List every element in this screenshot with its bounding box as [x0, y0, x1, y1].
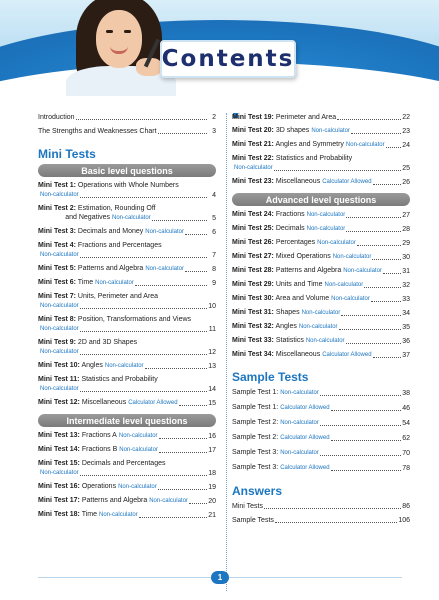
entry-page: 54: [402, 420, 410, 427]
entry-label: Sample Tests: [232, 517, 274, 524]
entry-tag: Non-calculator: [99, 512, 138, 518]
entry-page: 29: [402, 240, 410, 247]
entry-second-line: [38, 190, 216, 200]
entry-tag: Non-calculator: [317, 240, 356, 246]
dot-leader: [152, 220, 207, 221]
page-title: Contents: [161, 46, 295, 72]
toc-entry[interactable]: [232, 177, 410, 187]
dot-leader: [179, 405, 207, 406]
entry-title-line: Mini Test 9: 2D and 3D Shapes: [38, 339, 138, 346]
entry-page: 12: [208, 349, 216, 356]
toc-entry[interactable]: [232, 224, 410, 234]
entry-tag: Non-calculator: [234, 165, 273, 171]
entry-label: Mini Test 5: Patterns and Algebra Non-calculator: [38, 265, 184, 272]
entry-label: Mini Test 3: Decimals and Money Non-calculator: [38, 228, 184, 235]
dot-leader: [346, 231, 401, 232]
entry-page: 7: [212, 252, 216, 259]
entry-title-line: Mini Test 8: Position, Transformations and Views: [38, 316, 192, 323]
entry-page: 9: [212, 280, 216, 287]
dot-leader: [80, 475, 207, 476]
entry-title-line: Mini Test 2: Estimation, Rounding Off: [38, 205, 156, 212]
entry-label: Mini Test 19: Perimeter and Area: [232, 114, 337, 121]
entry-tag: Non-calculator: [306, 226, 346, 232]
entry-tag: Calculator Allowed: [128, 400, 178, 406]
dot-leader: [320, 455, 401, 456]
entry-tag: Non-calculator: [306, 212, 346, 218]
toc-entry[interactable]: [232, 336, 410, 346]
toc-entry[interactable]: [232, 350, 410, 360]
entry-label: Mini Test 16: Operations Non-calculator: [38, 483, 157, 490]
entry-title-line: Mini Test 1: Operations with Whole Numbers: [38, 182, 179, 189]
entry-label: Mini Test 25: Decimals Non-calculator: [232, 225, 346, 232]
dot-leader: [135, 285, 207, 286]
entry-page: 27: [402, 212, 410, 219]
entry-second-line: [38, 347, 216, 357]
toc-entry[interactable]: [38, 496, 216, 506]
entry-page: 8: [212, 266, 216, 273]
entry-second-line: [232, 163, 410, 173]
entry-label: Mini Test 21: Angles and Symmetry Non-calculator: [232, 141, 385, 148]
entry-tag: Calculator Allowed: [280, 405, 330, 411]
dot-leader: [80, 197, 207, 198]
header-banner: [0, 0, 439, 100]
entry-tag: Non-calculator: [149, 498, 188, 504]
entry-page: 23: [402, 128, 410, 135]
entry-title-line: Mini Test 11: Statistics and Probability: [38, 376, 158, 383]
entry-page: 5: [212, 215, 216, 222]
entry-label: Sample Test 2: Calculator Allowed: [232, 434, 330, 441]
entry-page: 18: [208, 470, 216, 477]
entry-label: Mini Test 26: Percentages Non-calculator: [232, 239, 356, 246]
dot-leader: [331, 440, 401, 441]
dot-leader: [320, 425, 401, 426]
entry-second-line: [38, 301, 216, 311]
entry-page: 25: [402, 165, 410, 172]
toc-entry[interactable]: [38, 338, 216, 357]
dot-leader: [337, 119, 401, 120]
dot-leader: [185, 271, 207, 272]
toc-entry[interactable]: [38, 459, 216, 478]
dot-leader: [351, 133, 401, 134]
entry-tag: Non-calculator: [40, 386, 79, 392]
dot-leader: [158, 133, 207, 134]
dot-leader: [274, 170, 401, 171]
toc-entry[interactable]: [38, 204, 216, 223]
entry-page: 38: [402, 390, 410, 397]
entry-label: Mini Test 14: Fractions B Non-calculator: [38, 446, 158, 453]
toc-entry[interactable]: [38, 482, 216, 492]
entry-tag: Non-calculator: [40, 349, 79, 355]
entry-label: Mini Test 28: Patterns and Algebra Non-calculator: [232, 267, 382, 274]
dot-leader: [331, 470, 401, 471]
toc-entry[interactable]: [38, 113, 216, 122]
dot-leader: [357, 245, 401, 246]
entry-tag: Non-calculator: [118, 484, 157, 490]
entry-title-line: Mini Test 7: Units, Perimeter and Area: [38, 293, 159, 300]
entry-tag: Calculator Allowed: [280, 465, 330, 471]
entry-tag: Non-calculator: [40, 252, 79, 258]
entry-page: 10: [208, 303, 216, 310]
entry-page: 17: [208, 447, 216, 454]
entry-page: 78: [402, 465, 410, 472]
entry-label: Mini Test 10: Angles Non-calculator: [38, 362, 144, 369]
entry-label: [38, 347, 79, 357]
toc-entry[interactable]: [232, 210, 410, 220]
toc-entry[interactable]: [232, 418, 410, 428]
entry-page: 31: [402, 268, 410, 275]
entry-page: 35: [402, 324, 410, 331]
entry-tag: Non-calculator: [324, 282, 364, 288]
toc-entry[interactable]: [38, 398, 216, 408]
entry-tag: Non-calculator: [280, 390, 319, 396]
entry-page: 26: [402, 179, 410, 186]
toc-entry[interactable]: [232, 252, 410, 262]
entry-tag: Non-calculator: [345, 142, 385, 148]
dot-leader: [371, 301, 401, 302]
toc-entry[interactable]: [38, 227, 216, 237]
entry-page: 20: [208, 498, 216, 505]
dot-leader: [264, 508, 401, 509]
entry-label: Mini Tests: [232, 503, 263, 510]
page-number: 1: [211, 571, 229, 584]
entry-label: [38, 190, 79, 200]
entry-tag: Non-calculator: [119, 447, 158, 453]
entry-page: 4: [212, 192, 216, 199]
entry-label: Mini Test 31: Shapes Non-calculator: [232, 309, 341, 316]
entry-page: 106: [398, 517, 410, 524]
toc-entry[interactable]: [38, 127, 216, 136]
entry-label: Mini Test 13: Fractions A Non-calculator: [38, 432, 158, 439]
toc-entry[interactable]: [232, 280, 410, 290]
entry-label: Mini Test 17: Patterns and Algebra Non-calculator: [38, 497, 188, 504]
column-divider: [226, 113, 227, 591]
entry-tag: Calculator Allowed: [280, 435, 330, 441]
entry-page: 24: [402, 142, 410, 149]
toc-entry[interactable]: [232, 322, 410, 332]
dot-leader: [80, 331, 207, 332]
toc-entry[interactable]: [232, 266, 410, 276]
entry-label: Sample Test 1: Calculator Allowed: [232, 404, 330, 411]
entry-page: 30: [402, 254, 410, 261]
entry-page: 2: [212, 114, 216, 121]
toc-entry[interactable]: [38, 241, 216, 260]
dot-leader: [346, 217, 401, 218]
dot-leader: [373, 184, 401, 185]
dot-leader: [189, 503, 207, 504]
dot-leader: [339, 329, 401, 330]
entry-label: Mini Test 27: Mixed Operations Non-calculator: [232, 253, 372, 260]
toc-entry[interactable]: [232, 502, 410, 511]
toc-entry[interactable]: [38, 431, 216, 441]
entry-tag: Non-calculator: [280, 420, 319, 426]
entry-second-line: [38, 384, 216, 394]
entry-page: 16: [208, 433, 216, 440]
entry-label: [38, 384, 79, 394]
dot-leader: [159, 438, 207, 439]
entry-second-line: [38, 213, 216, 223]
entry-tag: Non-calculator: [40, 303, 79, 309]
entry-title-line: Mini Test 15: Decimals and Percentages: [38, 460, 166, 467]
dot-leader: [341, 315, 401, 316]
entry-label: [38, 301, 79, 311]
toc-entry[interactable]: [232, 113, 410, 122]
entry-tag: Non-calculator: [305, 338, 345, 344]
toc-entry[interactable]: [38, 361, 216, 371]
entry-page: 21: [208, 512, 216, 519]
entry-tag: Non-calculator: [332, 254, 372, 260]
dot-leader: [80, 391, 207, 392]
entry-tag: Non-calculator: [343, 268, 382, 274]
toc-entry[interactable]: [38, 315, 216, 334]
title-box: [160, 40, 296, 78]
entry-page: 11: [208, 326, 216, 333]
sample-tests-heading: Sample Tests: [232, 370, 309, 384]
entry-tag: Non-calculator: [301, 310, 341, 316]
toc-entry[interactable]: [232, 308, 410, 318]
answers-heading: Answers: [232, 484, 283, 498]
entry-page: 37: [402, 352, 410, 359]
toc-entry[interactable]: [38, 375, 216, 394]
entry-tag: Non-calculator: [118, 433, 158, 439]
entry-label: [38, 468, 79, 478]
entry-label: [232, 163, 273, 173]
entry-page: 86: [402, 503, 410, 510]
intermediate-level-bar: Intermediate level questions: [38, 414, 216, 427]
toc-entry[interactable]: [232, 294, 410, 304]
basic-level-bar: Basic level questions: [38, 164, 216, 177]
toc-entry[interactable]: [38, 181, 216, 200]
entry-tag: Non-calculator: [331, 296, 370, 302]
dot-leader: [158, 489, 207, 490]
dot-leader: [80, 308, 207, 309]
dot-leader: [373, 357, 401, 358]
toc-entry[interactable]: [232, 126, 410, 136]
entry-tag: Non-calculator: [40, 470, 79, 476]
entry-label: Sample Test 2: Non-calculator: [232, 419, 319, 426]
entry-page: 14: [208, 386, 216, 393]
dot-leader: [76, 119, 207, 120]
entry-page: 32: [402, 282, 410, 289]
entry-tag: Non-calculator: [280, 450, 319, 456]
entry-tag: Non-calculator: [311, 128, 350, 134]
entry-tag: Non-calculator: [145, 266, 184, 272]
entry-label: and Negatives Non-calculator: [38, 214, 151, 221]
entry-label: Mini Test 20: 3D shapes Non-calculator: [232, 127, 350, 134]
entry-second-line: [38, 468, 216, 478]
entry-page: 33: [402, 296, 410, 303]
toc-entry[interactable]: [38, 278, 216, 288]
entry-page: 62: [402, 435, 410, 442]
entry-page: 28: [402, 226, 410, 233]
toc-entry[interactable]: [232, 140, 410, 150]
dot-leader: [331, 410, 401, 411]
right-column: [232, 113, 410, 530]
entry-title-line: Mini Test 22: Statistics and Probability: [232, 155, 353, 162]
entry-page: 6: [212, 229, 216, 236]
entry-label: Sample Test 3: Non-calculator: [232, 449, 319, 456]
entry-label: Mini Test 34: Miscellaneous Calculator Allowed: [232, 351, 372, 358]
left-column: [38, 113, 216, 524]
entry-tag: Non-calculator: [111, 215, 151, 221]
toc-entry[interactable]: [38, 292, 216, 311]
toc-entry[interactable]: [232, 433, 410, 443]
toc-entry[interactable]: [38, 510, 216, 520]
mini-tests-heading: Mini Tests: [38, 147, 96, 161]
entry-tag: Non-calculator: [104, 363, 144, 369]
entry-page: 34: [402, 310, 410, 317]
entry-page: 36: [402, 338, 410, 345]
dot-leader: [275, 522, 397, 523]
advanced-level-bar: Advanced level questions: [232, 193, 410, 206]
toc-entry[interactable]: [232, 448, 410, 458]
entry-tag: Non-calculator: [145, 229, 184, 235]
dot-leader: [383, 273, 401, 274]
entry-second-line: [38, 324, 216, 334]
entry-label: Mini Test 6: Time Non-calculator: [38, 279, 134, 286]
entry-second-line: [38, 250, 216, 260]
dot-leader: [80, 354, 207, 355]
dot-leader: [139, 517, 207, 518]
entry-label: Mini Test 33: Statistics Non-calculator: [232, 337, 345, 344]
entry-label: The Strengths and Weaknesses Chart: [38, 128, 157, 135]
entry-page: 70: [402, 450, 410, 457]
entry-label: [38, 250, 79, 260]
toc-entry[interactable]: [232, 463, 410, 473]
entry-page: 22: [402, 114, 410, 121]
entry-page: 13: [208, 363, 216, 370]
dot-leader: [372, 259, 401, 260]
entry-page: 15: [208, 400, 216, 407]
entry-label: Sample Test 1: Non-calculator: [232, 389, 319, 396]
dot-leader: [320, 395, 401, 396]
entry-tag: Calculator Allowed: [322, 179, 372, 185]
toc-entry[interactable]: [232, 516, 410, 525]
entry-tag: Non-calculator: [298, 324, 338, 330]
toc-entry[interactable]: [232, 238, 410, 248]
entry-tag: Non-calculator: [40, 326, 79, 332]
toc-entry[interactable]: [232, 154, 410, 173]
entry-tag: Non-calculator: [95, 280, 134, 286]
entry-page: 46: [402, 405, 410, 412]
entry-label: Mini Test 30: Area and Volume Non-calculator: [232, 295, 370, 302]
dot-leader: [80, 257, 207, 258]
entry-label: Sample Test 3: Calculator Allowed: [232, 464, 330, 471]
entry-page: 3: [212, 128, 216, 135]
entry-tag: Non-calculator: [40, 192, 79, 198]
toc-entry[interactable]: [38, 445, 216, 455]
toc-entry[interactable]: [232, 403, 410, 413]
dot-leader: [159, 452, 207, 453]
entry-label: Introduction: [38, 114, 75, 121]
dot-leader: [185, 234, 207, 235]
dot-leader: [346, 343, 401, 344]
entry-tag: Calculator Allowed: [322, 352, 372, 358]
entry-label: Mini Test 24: Fractions Non-calculator: [232, 211, 346, 218]
entry-label: Mini Test 18: Time Non-calculator: [38, 511, 138, 518]
entry-label: Mini Test 12: Miscellaneous Calculator Allowed: [38, 399, 178, 406]
entry-page: 19: [208, 484, 216, 491]
dot-leader: [364, 287, 401, 288]
entry-label: Mini Test 32: Angles Non-calculator: [232, 323, 338, 330]
entry-label: Mini Test 23: Miscellaneous Calculator Allowed: [232, 178, 372, 185]
dot-leader: [386, 147, 401, 148]
toc-entry[interactable]: [232, 388, 410, 398]
toc-entry[interactable]: [38, 264, 216, 274]
entry-label: [38, 324, 79, 334]
dot-leader: [145, 368, 207, 369]
entry-title-line: Mini Test 4: Fractions and Percentages: [38, 242, 162, 249]
entry-label: Mini Test 29: Units and Time Non-calculator: [232, 281, 364, 288]
